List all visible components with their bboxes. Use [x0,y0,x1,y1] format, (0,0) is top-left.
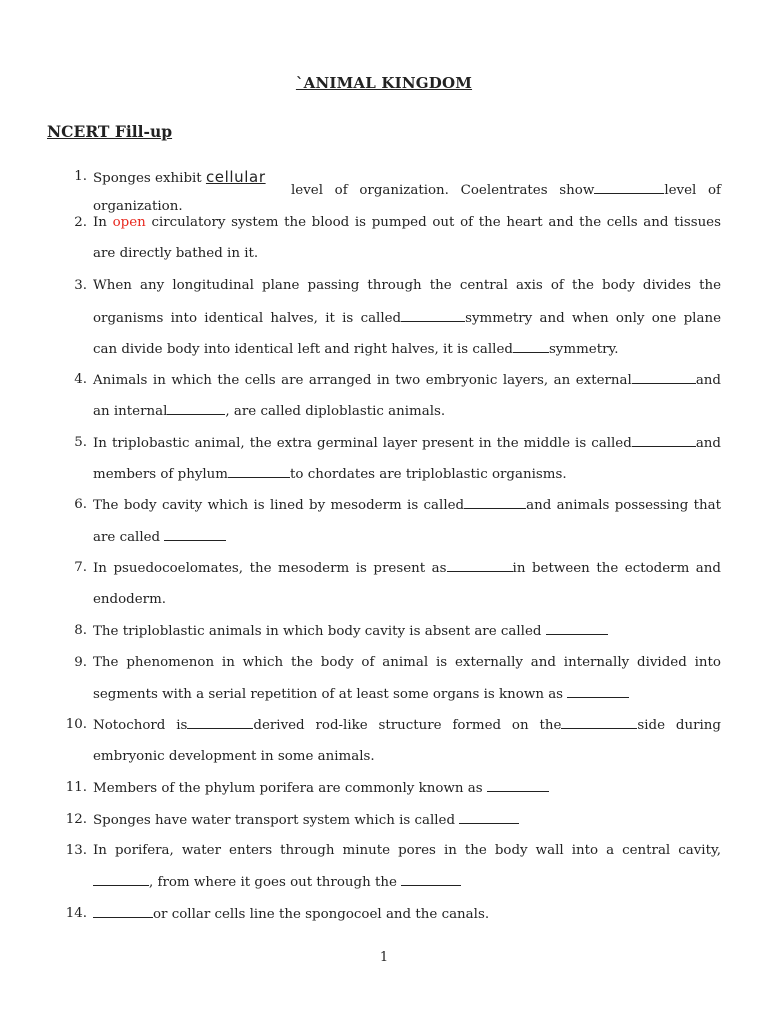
question-text: Notochord is [93,718,188,733]
question-number: 9. [74,655,87,670]
question-text: can divide body into identical left and right halves, it is called [93,342,513,357]
question-text: The triploblastic animals in which body cavity is absent are called [93,624,542,639]
question-text: and [695,373,721,388]
answer-blank[interactable] [447,559,513,572]
question-number: 5. [74,435,87,450]
question-number: 1. [74,169,87,184]
question-text: , from where it goes out through the [149,875,397,890]
question-text: Sponges have water transport system which is called [93,813,456,828]
question-text: In triplobastic animal, the extra germinal layer present in the middle is called [93,436,632,451]
question-number: 6. [74,497,87,512]
question-text: embryonic development in some animals. [93,749,375,764]
page-number: 1 [379,950,389,965]
question-text: or collar cells line the spongocoel and the canals. [153,907,490,922]
question-number: 10. [65,717,87,732]
question-text: In porifera, water enters through minute pores in the body wall into a central cavity, [93,843,721,858]
question-number: 7. [74,560,87,575]
question-text: In [93,215,107,230]
page-title: `ANIMAL KINGDOM [295,74,473,92]
question-text: Sponges exhibit [93,171,202,186]
answer-blank[interactable] [228,465,290,478]
answer-blank[interactable] [487,779,549,792]
question-text: level of [664,183,721,198]
answer-blank[interactable] [464,496,526,509]
question-text: and [695,436,721,451]
question-text: Members of the phylum porifera are commonly known as [93,781,483,796]
question-text: in between the ectoderm and [512,561,721,576]
question-text: In psuedocoelomates, the mesoderm is present as [93,561,447,576]
question-text: Animals in which the cells are arranged in two embryonic layers, an external [93,373,632,388]
question-number: 3. [74,278,87,293]
answer-blank[interactable] [561,716,637,729]
question-number: 11. [65,780,87,795]
question-text: The body cavity which is lined by mesoderm is called [93,498,465,513]
question-text: are directly bathed in it. [93,246,259,261]
question-number: 12. [65,812,87,827]
handwritten-answer: cellular [205,168,266,186]
answer-blank[interactable] [513,340,549,353]
question-text: to chordates are triploblastic organisms. [290,467,567,482]
question-number: 13. [65,843,87,858]
answer-blank[interactable] [401,309,465,322]
answer-blank[interactable] [594,181,664,194]
answer-blank[interactable] [167,402,225,415]
answer-blank[interactable] [546,622,608,635]
answer-blank[interactable] [567,685,629,698]
question-text: members of phylum [93,467,228,482]
question-text: side [637,718,666,733]
answer-blank[interactable] [401,873,461,886]
question-text: derived rod-like structure formed on the [253,718,562,733]
question-text: and animals possessing that [526,498,721,513]
question-number: 2. [74,215,87,230]
question-text: organization. [93,199,183,214]
highlighted-word: open [112,215,146,230]
answer-blank[interactable] [93,905,153,918]
answer-blank[interactable] [164,528,226,541]
answer-blank[interactable] [632,371,696,384]
answer-blank[interactable] [93,873,149,886]
answer-blank[interactable] [459,811,519,824]
question-text: during [675,718,721,733]
question-text: When any longitudinal plane passing through the central axis of the body divides the [93,278,721,293]
question-text: organisms into identical halves, it is called [93,311,402,326]
answer-blank[interactable] [187,716,253,729]
question-text: are called [93,530,161,545]
question-text: The phenomenon in which the body of animal is externally and internally divided into [93,655,721,670]
question-number: 14. [65,906,87,921]
question-text: symmetry and when only one plane [465,311,721,326]
question-text: symmetry. [548,342,619,357]
answer-blank[interactable] [632,434,696,447]
question-text: circulatory system the blood is pumped out of the heart and the cells and tissues [151,215,721,230]
question-number: 4. [74,372,87,387]
question-text: an internal [93,404,168,419]
section-heading: NCERT Fill-up [47,122,173,141]
question-number: 8. [74,623,87,638]
question-text: level of organization. Coelentrates show [291,183,595,198]
question-text: , are called diploblastic animals. [225,404,446,419]
question-text: endoderm. [93,592,167,607]
question-text: segments with a serial repetition of at least some organs is known as [93,687,564,702]
